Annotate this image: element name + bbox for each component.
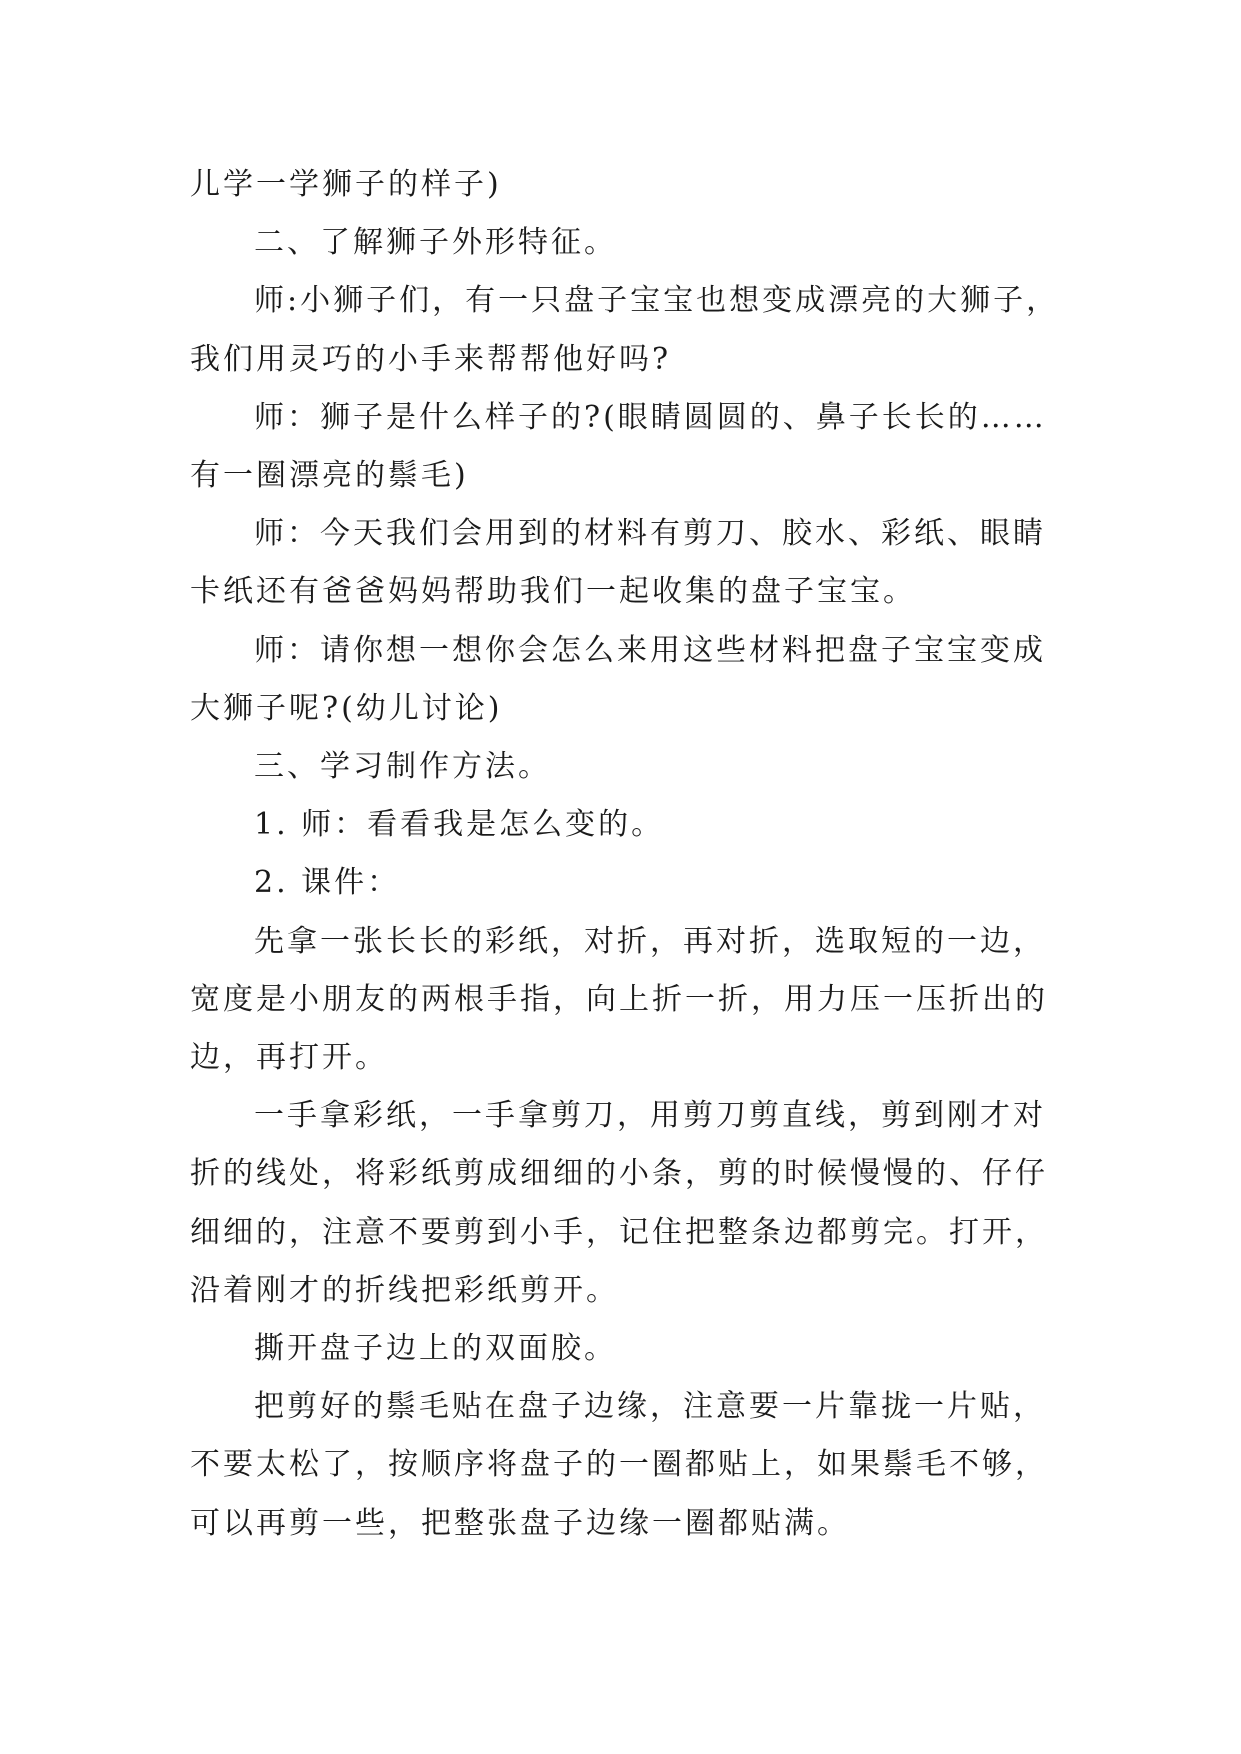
text-line: 折的线处，将彩纸剪成细细的小条，剪的时候慢慢的、仔仔	[190, 1156, 1048, 1192]
text-line: 把剪好的鬃毛贴在盘子边缘，注意要一片靠拢一片贴，	[254, 1389, 1046, 1425]
text-line: 我们用灵巧的小手来帮帮他好吗?	[190, 341, 672, 377]
list-item: 2. 课件：	[254, 865, 401, 901]
text-line: 大狮子呢?(幼儿讨论)	[190, 690, 503, 726]
text-line: 撕开盘子边上的双面胶。	[254, 1331, 617, 1367]
text-line: 有一圈漂亮的鬃毛)	[190, 458, 469, 494]
text-line: 师：请你想一想你会怎么来用这些材料把盘子宝宝变成	[254, 632, 1046, 668]
text-line: 师：今天我们会用到的材料有剪刀、胶水、彩纸、眼睛	[254, 516, 1046, 552]
text-line: 师：狮子是什么样子的?(眼睛圆圆的、鼻子长长的……	[254, 399, 1047, 435]
list-item: 1. 师：看看我是怎么变的。	[254, 807, 665, 843]
document-body	[190, 156, 1070, 1553]
text-line: 师:小狮子们，有一只盘子宝宝也想变成漂亮的大狮子，	[254, 283, 1060, 319]
text-line: 细细的，注意不要剪到小手，记住把整条边都剪完。打开，	[190, 1214, 1048, 1250]
section-heading: 二、了解狮子外形特征。	[254, 225, 617, 261]
text-line: 可以再剪一些，把整张盘子边缘一圈都贴满。	[190, 1505, 850, 1541]
text-line: 沿着刚才的折线把彩纸剪开。	[190, 1272, 619, 1308]
text-line: 边，再打开。	[190, 1040, 388, 1076]
text-line: 不要太松了，按顺序将盘子的一圈都贴上，如果鬃毛不够，	[190, 1447, 1048, 1483]
text-line: 卡纸还有爸爸妈妈帮助我们一起收集的盘子宝宝。	[190, 574, 916, 610]
section-heading: 三、学习制作方法。	[254, 749, 551, 785]
text-line: 儿学一学狮子的样子)	[190, 167, 502, 202]
text-line: 宽度是小朋友的两根手指，向上折一折，用力压一压折出的	[190, 981, 1048, 1017]
text-line: 先拿一张长长的彩纸，对折，再对折，选取短的一边，	[254, 923, 1046, 959]
text-line: 一手拿彩纸，一手拿剪刀，用剪刀剪直线，剪到刚才对	[254, 1098, 1046, 1134]
